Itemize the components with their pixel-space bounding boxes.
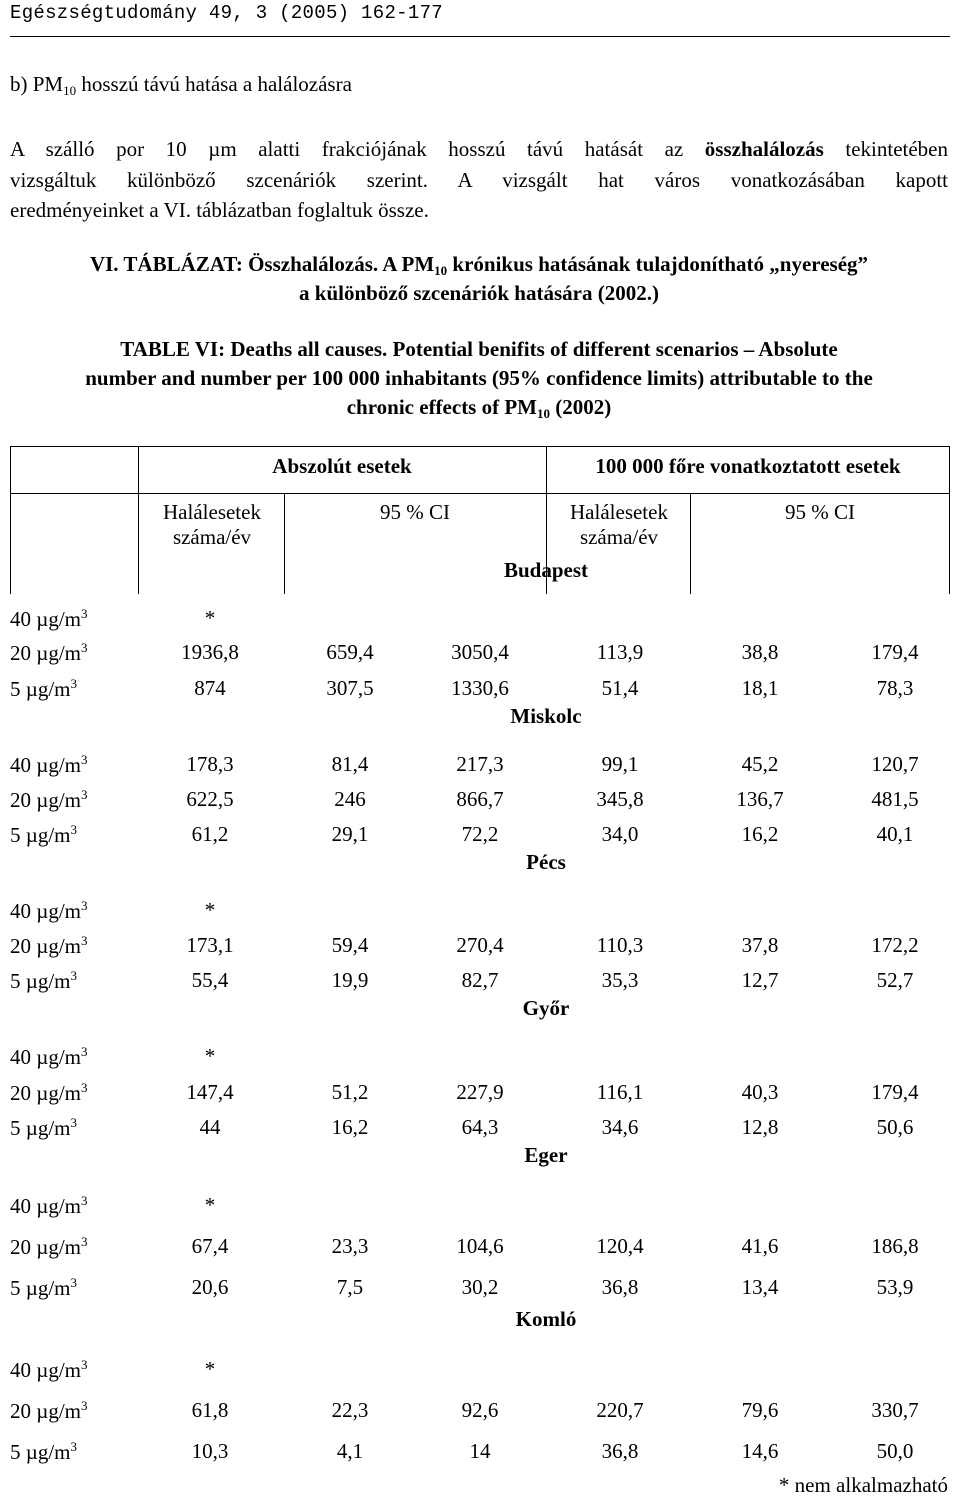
header-deaths-line: száma/év xyxy=(579,525,659,549)
concentration-label xyxy=(10,606,88,632)
table-cell: 44 xyxy=(199,1115,221,1139)
concentration-value: 20 xyxy=(10,1235,31,1259)
table-cell: 1330,6 xyxy=(451,676,509,700)
unit-exponent: 3 xyxy=(70,822,78,837)
table-cell: 3050,4 xyxy=(451,640,509,664)
table-header-rule xyxy=(10,493,950,494)
table-cell: 110,3 xyxy=(596,933,644,957)
table-cell: 120,4 xyxy=(596,1234,644,1258)
table-cell: 874 xyxy=(194,676,226,700)
unit-text: µg/m xyxy=(36,753,82,777)
concentration-value: 40 xyxy=(10,1045,31,1069)
table-cell: 481,5 xyxy=(871,787,919,811)
table-cell: 4,1 xyxy=(336,1439,364,1463)
paragraph-line-3: eredményeinket a VI. táblázatban foglaltuk össze. xyxy=(10,198,429,222)
concentration-label xyxy=(10,1080,88,1106)
unit-exponent: 3 xyxy=(81,606,88,621)
unit-text: µg/m xyxy=(36,1194,82,1218)
table-cell: 172,2 xyxy=(871,933,919,957)
table-cell: 18,1 xyxy=(741,676,779,700)
table-cell: 227,9 xyxy=(456,1080,504,1104)
caption-en-line-3 xyxy=(10,395,948,422)
unit-text: µg/m xyxy=(36,1081,82,1105)
table-cell: 178,3 xyxy=(186,752,234,776)
table-cell: 20,6 xyxy=(191,1275,229,1299)
concentration-value: 5 xyxy=(10,677,21,701)
table-cell: 51,2 xyxy=(331,1080,369,1104)
header-deaths-line: Halálesetek xyxy=(163,500,261,524)
table-cell: 330,7 xyxy=(871,1398,919,1422)
table-cell: 45,2 xyxy=(741,752,779,776)
concentration-label xyxy=(10,1275,77,1301)
table-cell: 104,6 xyxy=(456,1234,504,1258)
header-deaths-abs xyxy=(140,500,284,550)
table-cell: 14,6 xyxy=(741,1439,779,1463)
header-deaths-line: Halálesetek xyxy=(570,500,668,524)
table-cell: * xyxy=(204,898,216,922)
table-cell: 16,2 xyxy=(331,1115,369,1139)
table-cell: 55,4 xyxy=(191,968,229,992)
table-cell: 51,4 xyxy=(601,676,639,700)
unit-text: µg/m xyxy=(25,1116,71,1140)
table-cell: 40,1 xyxy=(876,822,914,846)
section-title-sub: 10 xyxy=(63,83,77,98)
table-cell: 72,2 xyxy=(461,822,499,846)
table-cell: 186,8 xyxy=(871,1234,919,1258)
concentration-value: 5 xyxy=(10,1440,21,1464)
table-cell: 220,7 xyxy=(596,1398,644,1422)
table-cell: 179,4 xyxy=(871,1080,919,1104)
concentration-value: 40 xyxy=(10,1358,31,1382)
table-cell: 659,4 xyxy=(326,640,374,664)
caption-sub: 10 xyxy=(434,263,448,278)
table-cell: 7,5 xyxy=(336,1275,364,1299)
unit-text: µg/m xyxy=(36,1399,82,1423)
table-cell: 23,3 xyxy=(331,1234,369,1258)
unit-exponent: 3 xyxy=(81,1357,88,1372)
table-cell: 30,2 xyxy=(461,1275,499,1299)
table-cell: 50,0 xyxy=(876,1439,914,1463)
table-cell: 12,7 xyxy=(741,968,779,992)
table-cell: 78,3 xyxy=(876,676,914,700)
caption-text: VI. TÁBLÁZAT: Összhalálozás. A PM xyxy=(89,252,435,276)
header-absolute: Abszolút esetek xyxy=(272,454,412,478)
table-cell: 82,7 xyxy=(461,968,499,992)
table-cell: 36,8 xyxy=(601,1439,639,1463)
header-deaths-per xyxy=(548,500,690,550)
table-cell: 41,6 xyxy=(741,1234,779,1258)
concentration-value: 40 xyxy=(10,753,31,777)
concentration-label xyxy=(10,933,88,959)
table-cell: 53,9 xyxy=(876,1275,914,1299)
concentration-value: 40 xyxy=(10,899,31,923)
table-cell: 10,3 xyxy=(191,1439,229,1463)
para-bold: összhalálozás xyxy=(704,137,824,161)
unit-exponent: 3 xyxy=(81,1398,88,1413)
unit-exponent: 3 xyxy=(81,752,88,767)
unit-exponent: 3 xyxy=(70,1275,78,1290)
table-cell: 14 xyxy=(469,1439,491,1463)
unit-text: µg/m xyxy=(36,607,82,631)
para-text: A szálló por 10 µm alatti frakciójának hosszú távú hatását az xyxy=(10,137,705,161)
running-header: Egészségtudomány 49, 3 (2005) 162-177 xyxy=(10,2,443,24)
unit-exponent: 3 xyxy=(81,787,88,802)
unit-text: µg/m xyxy=(25,677,71,701)
table-cell: 61,8 xyxy=(191,1398,229,1422)
table-cell: * xyxy=(204,1044,216,1068)
section-title-prefix: b) PM xyxy=(10,72,64,96)
unit-exponent: 3 xyxy=(70,1439,78,1454)
table-cell: * xyxy=(204,1193,216,1217)
table-cell: 37,8 xyxy=(741,933,779,957)
concentration-label xyxy=(10,1044,88,1070)
paragraph-line-1 xyxy=(10,137,948,162)
table-cell: 136,7 xyxy=(736,787,784,811)
table-right-rule xyxy=(949,446,950,594)
table-cell: 19,9 xyxy=(331,968,369,992)
table-cell: 622,5 xyxy=(186,787,234,811)
unit-exponent: 3 xyxy=(81,1080,88,1095)
table-cell: 81,4 xyxy=(331,752,369,776)
table-cell: 34,6 xyxy=(601,1115,639,1139)
unit-text: µg/m xyxy=(25,969,71,993)
table-cell: 113,9 xyxy=(596,640,644,664)
concentration-value: 20 xyxy=(10,641,31,665)
table-cell: 270,4 xyxy=(456,933,504,957)
table-cell: * xyxy=(204,1357,216,1381)
section-title xyxy=(10,72,352,99)
table-cell: 217,3 xyxy=(456,752,504,776)
table-cell: * xyxy=(204,606,216,630)
concentration-label xyxy=(10,1115,77,1141)
table-cell: 67,4 xyxy=(191,1234,229,1258)
concentration-label xyxy=(10,787,88,813)
unit-text: µg/m xyxy=(36,1235,82,1259)
unit-text: µg/m xyxy=(36,641,82,665)
header-per-100000: 100 000 főre vonatkoztatott esetek xyxy=(595,454,901,478)
table-cell: 13,4 xyxy=(741,1275,779,1299)
unit-exponent: 3 xyxy=(81,1193,88,1208)
table-cell: 866,7 xyxy=(456,787,504,811)
unit-text: µg/m xyxy=(36,788,82,812)
concentration-value: 20 xyxy=(10,788,31,812)
concentration-value: 5 xyxy=(10,969,21,993)
concentration-label xyxy=(10,1439,77,1465)
concentration-value: 5 xyxy=(10,1116,21,1140)
table-cell: 61,2 xyxy=(191,822,229,846)
table-cell: 38,8 xyxy=(741,640,779,664)
unit-exponent: 3 xyxy=(70,1115,78,1130)
table-left-rule xyxy=(10,446,11,594)
unit-text: µg/m xyxy=(25,1276,71,1300)
caption-text: chronic effects of PM xyxy=(346,395,538,419)
para-text: tekintetében xyxy=(823,137,948,161)
concentration-value: 5 xyxy=(10,1276,21,1300)
concentration-value: 40 xyxy=(10,607,31,631)
city-label: Budapest xyxy=(503,558,589,582)
table-cell: 36,8 xyxy=(601,1275,639,1299)
unit-exponent: 3 xyxy=(81,1044,88,1059)
caption-hu-line-2: a különböző szcenáriók hatására (2002.) xyxy=(299,281,659,305)
table-cell: 40,3 xyxy=(741,1080,779,1104)
unit-text: µg/m xyxy=(25,823,71,847)
unit-exponent: 3 xyxy=(81,1234,88,1249)
table-cell: 29,1 xyxy=(331,822,369,846)
city-label: Győr xyxy=(522,996,570,1020)
concentration-label xyxy=(10,968,77,994)
table-cell: 179,4 xyxy=(871,640,919,664)
header-rule xyxy=(10,36,950,37)
concentration-label xyxy=(10,752,88,778)
concentration-label xyxy=(10,1234,88,1260)
table-cell: 12,8 xyxy=(741,1115,779,1139)
unit-exponent: 3 xyxy=(81,640,88,655)
city-label: Komló xyxy=(515,1307,577,1331)
concentration-value: 5 xyxy=(10,823,21,847)
table-cell: 345,8 xyxy=(596,787,644,811)
unit-text: µg/m xyxy=(25,1440,71,1464)
table-cell: 246 xyxy=(334,787,366,811)
table-cell: 79,6 xyxy=(741,1398,779,1422)
table-cell: 147,4 xyxy=(186,1080,234,1104)
unit-exponent: 3 xyxy=(70,968,78,983)
table-top-rule xyxy=(10,446,950,447)
unit-text: µg/m xyxy=(36,934,82,958)
table-col-rule xyxy=(138,446,139,594)
caption-text: krónikus hatásának tulajdonítható „nyereség” xyxy=(447,252,869,276)
paragraph-line-2: vizsgáltuk különböző szcenáriók szerint. A vizsgált hat város vonatkozásában kapott xyxy=(10,168,948,192)
caption-text: (2002) xyxy=(550,395,612,419)
table-cell: 59,4 xyxy=(331,933,369,957)
table-cell: 16,2 xyxy=(741,822,779,846)
table-cell: 120,7 xyxy=(871,752,919,776)
concentration-value: 40 xyxy=(10,1194,31,1218)
concentration-value: 20 xyxy=(10,934,31,958)
unit-text: µg/m xyxy=(36,1045,82,1069)
header-ci-per: 95 % CI xyxy=(785,500,855,524)
caption-hu-line-1 xyxy=(10,252,948,279)
section-title-rest: hosszú távú hatása a halálozásra xyxy=(76,72,352,96)
table-cell: 116,1 xyxy=(596,1080,644,1104)
footnote: * nem alkalmazható xyxy=(778,1473,948,1497)
concentration-label xyxy=(10,1193,88,1219)
header-deaths-line: száma/év xyxy=(172,525,252,549)
unit-exponent: 3 xyxy=(70,676,78,691)
table-cell: 22,3 xyxy=(331,1398,369,1422)
city-label: Eger xyxy=(524,1143,568,1167)
table-cell: 99,1 xyxy=(601,752,639,776)
concentration-value: 20 xyxy=(10,1081,31,1105)
concentration-label xyxy=(10,1398,88,1424)
caption-sub: 10 xyxy=(537,406,551,421)
concentration-label xyxy=(10,640,88,666)
unit-text: µg/m xyxy=(36,1358,82,1382)
table-cell: 50,6 xyxy=(876,1115,914,1139)
table-cell: 307,5 xyxy=(326,676,374,700)
table-cell: 35,3 xyxy=(601,968,639,992)
unit-exponent: 3 xyxy=(81,933,88,948)
table-cell: 173,1 xyxy=(186,933,234,957)
city-label: Pécs xyxy=(526,850,566,874)
table-cell: 34,0 xyxy=(601,822,639,846)
concentration-label xyxy=(10,898,88,924)
concentration-label xyxy=(10,676,77,702)
concentration-label xyxy=(10,1357,88,1383)
table-cell: 64,3 xyxy=(461,1115,499,1139)
table-cell: 1936,8 xyxy=(181,640,239,664)
unit-exponent: 3 xyxy=(81,898,88,913)
caption-en-line-2: number and number per 100 000 inhabitants (95% confidence limits) attributable to the xyxy=(85,366,873,390)
unit-text: µg/m xyxy=(36,899,82,923)
city-label: Miskolc xyxy=(510,704,582,728)
caption-en-line-1: TABLE VI: Deaths all causes. Potential benifits of different scenarios – Absolute xyxy=(120,337,838,361)
table-cell: 52,7 xyxy=(876,968,914,992)
table-cell: 92,6 xyxy=(461,1398,499,1422)
header-ci-abs: 95 % CI xyxy=(380,500,450,524)
concentration-label xyxy=(10,822,77,848)
concentration-value: 20 xyxy=(10,1399,31,1423)
